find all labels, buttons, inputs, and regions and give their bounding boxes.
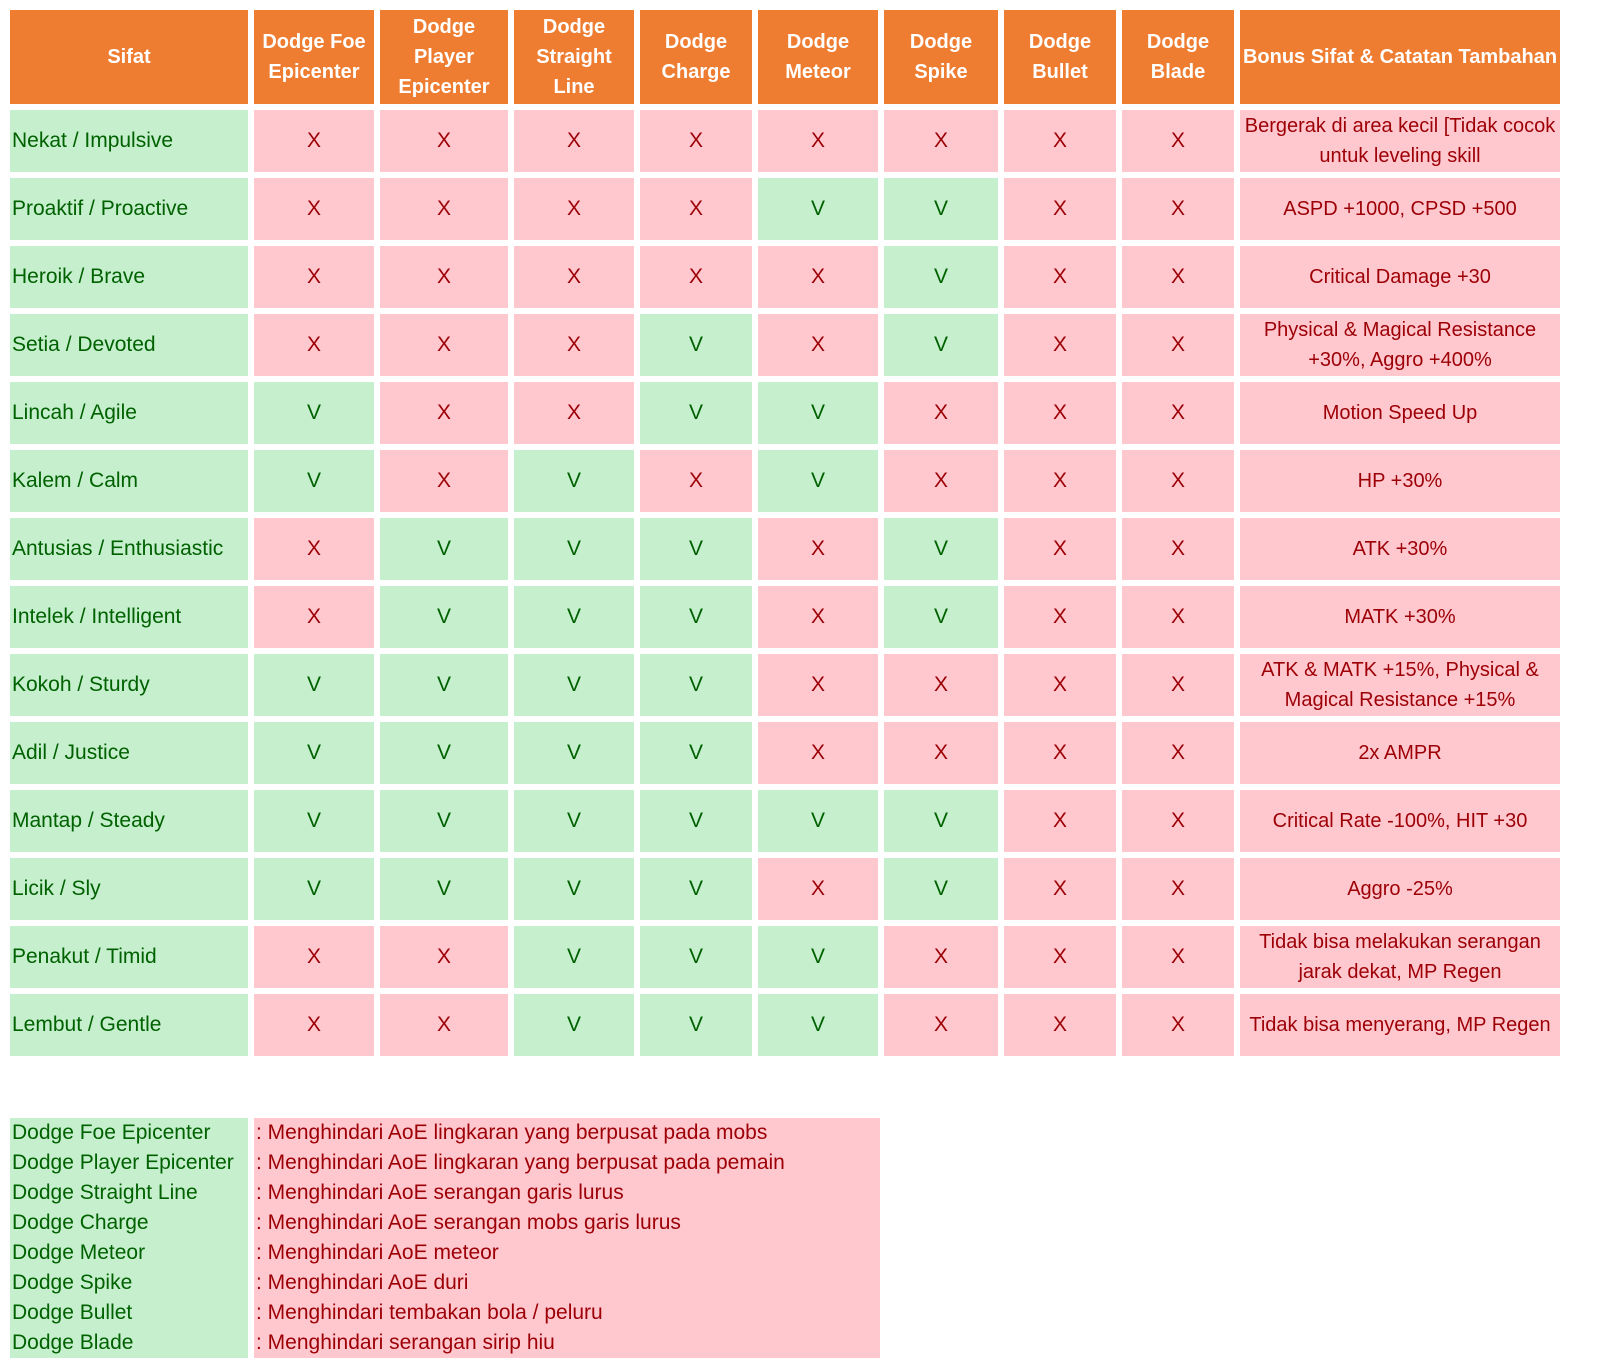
- table-row: [10, 450, 1560, 512]
- dodge-no-cell: X: [758, 110, 878, 172]
- dodge-no-cell: X: [254, 926, 374, 988]
- legend-term: Dodge Straight Line: [10, 1178, 248, 1208]
- dodge-no-cell: X: [1122, 722, 1234, 784]
- dodge-no-cell: X: [1004, 654, 1116, 716]
- dodge-yes-cell: V: [640, 926, 752, 988]
- dodge-no-cell: X: [254, 994, 374, 1056]
- dodge-yes-cell: V: [380, 518, 508, 580]
- dodge-yes-cell: V: [758, 994, 878, 1056]
- dodge-yes-cell: V: [254, 858, 374, 920]
- legend-description: : Menghindari AoE lingkaran yang berpusat pada mobs: [254, 1118, 880, 1148]
- trait-bonus-note: Tidak bisa menyerang, MP Regen: [1240, 994, 1560, 1056]
- header-dodge: Dodge Bullet: [1004, 10, 1116, 104]
- dodge-no-cell: X: [1122, 178, 1234, 240]
- dodge-yes-cell: V: [254, 382, 374, 444]
- legend-description: : Menghindari tembakan bola / peluru: [254, 1298, 880, 1328]
- dodge-yes-cell: V: [254, 654, 374, 716]
- trait-bonus-note: Critical Rate -100%, HIT +30: [1240, 790, 1560, 852]
- legend-row: [10, 1298, 880, 1328]
- trait-bonus-note: 2x AMPR: [1240, 722, 1560, 784]
- dodge-yes-cell: V: [758, 450, 878, 512]
- trait-name: Heroik / Brave: [10, 246, 248, 308]
- dodge-no-cell: X: [254, 518, 374, 580]
- dodge-yes-cell: V: [640, 314, 752, 376]
- legend-description: : Menghindari AoE serangan garis lurus: [254, 1178, 880, 1208]
- dodge-yes-cell: V: [380, 654, 508, 716]
- dodge-no-cell: X: [758, 586, 878, 648]
- trait-name: Licik / Sly: [10, 858, 248, 920]
- dodge-yes-cell: V: [254, 450, 374, 512]
- trait-name: Adil / Justice: [10, 722, 248, 784]
- dodge-no-cell: X: [1122, 246, 1234, 308]
- dodge-yes-cell: V: [640, 382, 752, 444]
- trait-bonus-note: Aggro -25%: [1240, 858, 1560, 920]
- legend-row: [10, 1328, 880, 1358]
- trait-bonus-note: MATK +30%: [1240, 586, 1560, 648]
- table-row: [10, 178, 1560, 240]
- dodge-no-cell: X: [1004, 314, 1116, 376]
- dodge-yes-cell: V: [758, 790, 878, 852]
- table-row: [10, 994, 1560, 1056]
- table-row: [10, 586, 1560, 648]
- dodge-no-cell: X: [758, 654, 878, 716]
- table-row: [10, 246, 1560, 308]
- trait-name: Intelek / Intelligent: [10, 586, 248, 648]
- trait-name: Kalem / Calm: [10, 450, 248, 512]
- header-dodge: Dodge Foe Epicenter: [254, 10, 374, 104]
- dodge-no-cell: X: [254, 246, 374, 308]
- trait-name: Penakut / Timid: [10, 926, 248, 988]
- trait-name: Proaktif / Proactive: [10, 178, 248, 240]
- dodge-no-cell: X: [758, 314, 878, 376]
- dodge-no-cell: X: [884, 654, 998, 716]
- dodge-no-cell: X: [1004, 722, 1116, 784]
- legend-term: Dodge Foe Epicenter: [10, 1118, 248, 1148]
- dodge-yes-cell: V: [884, 178, 998, 240]
- dodge-no-cell: X: [1122, 450, 1234, 512]
- dodge-no-cell: X: [380, 246, 508, 308]
- legend-row: [10, 1148, 880, 1178]
- dodge-yes-cell: V: [640, 722, 752, 784]
- trait-bonus-note: Motion Speed Up: [1240, 382, 1560, 444]
- dodge-yes-cell: V: [514, 994, 634, 1056]
- trait-name: Mantap / Steady: [10, 790, 248, 852]
- dodge-no-cell: X: [1122, 586, 1234, 648]
- table-row: [10, 110, 1560, 172]
- dodge-yes-cell: V: [514, 518, 634, 580]
- dodge-no-cell: X: [1004, 382, 1116, 444]
- legend-term: Dodge Meteor: [10, 1238, 248, 1268]
- header-sifat: Sifat: [10, 10, 248, 104]
- legend-row: [10, 1118, 880, 1148]
- dodge-no-cell: X: [254, 586, 374, 648]
- trait-bonus-note: ATK +30%: [1240, 518, 1560, 580]
- trait-bonus-note: ATK & MATK +15%, Physical & Magical Resistance +15%: [1240, 654, 1560, 716]
- dodge-yes-cell: V: [640, 586, 752, 648]
- dodge-no-cell: X: [884, 382, 998, 444]
- dodge-no-cell: X: [380, 382, 508, 444]
- dodge-yes-cell: V: [758, 382, 878, 444]
- dodge-yes-cell: V: [514, 790, 634, 852]
- trait-name: Antusias / Enthusiastic: [10, 518, 248, 580]
- trait-name: Setia / Devoted: [10, 314, 248, 376]
- dodge-no-cell: X: [758, 722, 878, 784]
- trait-bonus-note: ASPD +1000, CPSD +500: [1240, 178, 1560, 240]
- dodge-no-cell: X: [380, 450, 508, 512]
- legend-table: [4, 1118, 886, 1358]
- trait-name: Lincah / Agile: [10, 382, 248, 444]
- dodge-no-cell: X: [514, 382, 634, 444]
- header-dodge: Dodge Spike: [884, 10, 998, 104]
- dodge-yes-cell: V: [640, 518, 752, 580]
- table-row: [10, 518, 1560, 580]
- legend-description: : Menghindari AoE meteor: [254, 1238, 880, 1268]
- legend-term: Dodge Bullet: [10, 1298, 248, 1328]
- dodge-yes-cell: V: [884, 858, 998, 920]
- dodge-yes-cell: V: [884, 314, 998, 376]
- dodge-no-cell: X: [640, 246, 752, 308]
- dodge-yes-cell: V: [758, 926, 878, 988]
- trait-name: Lembut / Gentle: [10, 994, 248, 1056]
- dodge-no-cell: X: [1004, 246, 1116, 308]
- dodge-no-cell: X: [380, 994, 508, 1056]
- dodge-no-cell: X: [884, 450, 998, 512]
- trait-name: Kokoh / Sturdy: [10, 654, 248, 716]
- legend-term: Dodge Player Epicenter: [10, 1148, 248, 1178]
- table-row: [10, 722, 1560, 784]
- dodge-no-cell: X: [514, 246, 634, 308]
- dodge-no-cell: X: [758, 858, 878, 920]
- dodge-yes-cell: V: [884, 518, 998, 580]
- dodge-yes-cell: V: [640, 994, 752, 1056]
- dodge-no-cell: X: [380, 926, 508, 988]
- dodge-no-cell: X: [1122, 518, 1234, 580]
- legend-row: [10, 1208, 880, 1238]
- dodge-no-cell: X: [1122, 654, 1234, 716]
- table-row: [10, 654, 1560, 716]
- dodge-no-cell: X: [514, 314, 634, 376]
- dodge-yes-cell: V: [884, 246, 998, 308]
- dodge-yes-cell: V: [640, 790, 752, 852]
- legend-description: : Menghindari AoE lingkaran yang berpusat pada pemain: [254, 1148, 880, 1178]
- trait-bonus-note: Bergerak di area kecil [Tidak cocok untuk leveling skill: [1240, 110, 1560, 172]
- dodge-no-cell: X: [758, 246, 878, 308]
- dodge-no-cell: X: [380, 178, 508, 240]
- dodge-no-cell: X: [1122, 858, 1234, 920]
- legend-term: Dodge Spike: [10, 1268, 248, 1298]
- dodge-yes-cell: V: [514, 722, 634, 784]
- dodge-no-cell: X: [640, 178, 752, 240]
- trait-table: [4, 4, 1566, 1062]
- dodge-yes-cell: V: [380, 790, 508, 852]
- legend-description: : Menghindari serangan sirip hiu: [254, 1328, 880, 1358]
- dodge-yes-cell: V: [380, 722, 508, 784]
- trait-name: Nekat / Impulsive: [10, 110, 248, 172]
- dodge-yes-cell: V: [514, 450, 634, 512]
- dodge-no-cell: X: [254, 314, 374, 376]
- dodge-no-cell: X: [884, 994, 998, 1056]
- trait-bonus-note: Critical Damage +30: [1240, 246, 1560, 308]
- table-row: [10, 926, 1560, 988]
- dodge-no-cell: X: [1004, 586, 1116, 648]
- header-dodge: Dodge Straight Line: [514, 10, 634, 104]
- table-row: [10, 790, 1560, 852]
- legend-term: Dodge Charge: [10, 1208, 248, 1238]
- header-bonus: Bonus Sifat & Catatan Tambahan: [1240, 10, 1560, 104]
- table-body: [10, 110, 1560, 1056]
- dodge-no-cell: X: [1122, 926, 1234, 988]
- dodge-no-cell: X: [1122, 994, 1234, 1056]
- dodge-no-cell: X: [514, 178, 634, 240]
- dodge-yes-cell: V: [640, 654, 752, 716]
- dodge-no-cell: X: [1004, 790, 1116, 852]
- table-row: [10, 314, 1560, 376]
- dodge-no-cell: X: [380, 110, 508, 172]
- dodge-no-cell: X: [1004, 110, 1116, 172]
- legend-row: [10, 1238, 880, 1268]
- dodge-no-cell: X: [254, 110, 374, 172]
- dodge-no-cell: X: [884, 926, 998, 988]
- dodge-no-cell: X: [640, 110, 752, 172]
- dodge-yes-cell: V: [380, 858, 508, 920]
- dodge-yes-cell: V: [254, 790, 374, 852]
- legend-description: : Menghindari AoE duri: [254, 1268, 880, 1298]
- dodge-no-cell: X: [1004, 858, 1116, 920]
- dodge-no-cell: X: [1122, 110, 1234, 172]
- header-dodge: Dodge Charge: [640, 10, 752, 104]
- legend-description: : Menghindari AoE serangan mobs garis lurus: [254, 1208, 880, 1238]
- header-dodge: Dodge Blade: [1122, 10, 1234, 104]
- header-dodge: Dodge Meteor: [758, 10, 878, 104]
- dodge-yes-cell: V: [380, 586, 508, 648]
- dodge-yes-cell: V: [884, 586, 998, 648]
- dodge-no-cell: X: [514, 110, 634, 172]
- dodge-no-cell: X: [1004, 178, 1116, 240]
- table-row: [10, 382, 1560, 444]
- header-row: [10, 10, 1560, 104]
- dodge-no-cell: X: [884, 722, 998, 784]
- dodge-no-cell: X: [1122, 382, 1234, 444]
- dodge-no-cell: X: [1004, 926, 1116, 988]
- dodge-no-cell: X: [1004, 518, 1116, 580]
- dodge-no-cell: X: [1004, 450, 1116, 512]
- trait-bonus-note: Physical & Magical Resistance +30%, Aggro +400%: [1240, 314, 1560, 376]
- dodge-no-cell: X: [758, 518, 878, 580]
- dodge-no-cell: X: [1122, 314, 1234, 376]
- dodge-no-cell: X: [640, 450, 752, 512]
- table-row: [10, 858, 1560, 920]
- dodge-no-cell: X: [380, 314, 508, 376]
- dodge-yes-cell: V: [514, 654, 634, 716]
- dodge-no-cell: X: [254, 178, 374, 240]
- dodge-no-cell: X: [1122, 790, 1234, 852]
- dodge-no-cell: X: [884, 110, 998, 172]
- legend-row: [10, 1178, 880, 1208]
- trait-bonus-note: HP +30%: [1240, 450, 1560, 512]
- dodge-yes-cell: V: [514, 586, 634, 648]
- dodge-yes-cell: V: [254, 722, 374, 784]
- legend-row: [10, 1268, 880, 1298]
- trait-bonus-note: Tidak bisa melakukan serangan jarak dekat, MP Regen: [1240, 926, 1560, 988]
- dodge-yes-cell: V: [640, 858, 752, 920]
- dodge-yes-cell: V: [514, 926, 634, 988]
- legend-term: Dodge Blade: [10, 1328, 248, 1358]
- dodge-yes-cell: V: [758, 178, 878, 240]
- dodge-no-cell: X: [1004, 994, 1116, 1056]
- header-dodge: Dodge Player Epicenter: [380, 10, 508, 104]
- dodge-yes-cell: V: [514, 858, 634, 920]
- dodge-yes-cell: V: [884, 790, 998, 852]
